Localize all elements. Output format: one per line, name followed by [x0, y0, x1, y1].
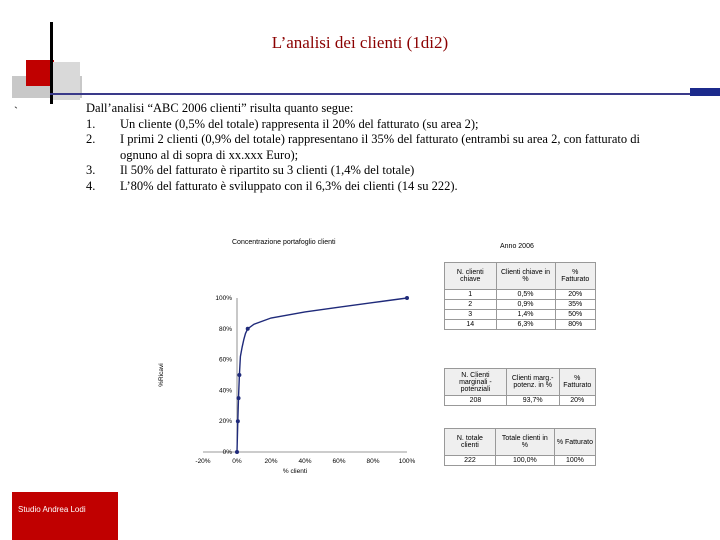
data-point — [237, 396, 241, 400]
table-row — [445, 456, 596, 466]
table-header: Totale clienti in % — [495, 429, 554, 456]
table-header-row — [445, 429, 596, 456]
marginal-clients-table — [444, 368, 596, 406]
key-clients-table — [444, 262, 596, 330]
table-header-row — [445, 263, 596, 290]
table-cell: 0,5% — [496, 290, 555, 300]
table-cell: 20% — [559, 396, 595, 406]
list-item-text: Il 50% del fatturato è ripartito su 3 clienti (1,4% del totale) — [120, 163, 415, 177]
table-row — [445, 290, 596, 300]
chart-svg — [155, 232, 425, 475]
x-axis-label: % clienti — [282, 468, 308, 475]
table-cell: 2 — [445, 300, 497, 310]
table-cell: 14 — [445, 320, 497, 330]
table-header: N. totale clienti — [445, 429, 496, 456]
table-header: % Fatturato — [554, 429, 595, 456]
list-item-number: 4. — [86, 178, 96, 193]
table-row — [445, 310, 596, 320]
y-tick-label: 0% — [222, 449, 232, 456]
table-header: Clienti marg.- potenz. in % — [506, 369, 559, 396]
x-tick-label: 40% — [298, 458, 312, 465]
footer-brand-text: Studio Andrea Lodi — [18, 505, 86, 514]
list-item-text: L’80% del fatturato è sviluppato con il 6,3% dei clienti (14 su 222). — [120, 178, 458, 193]
data-point — [246, 327, 250, 331]
concentration-chart — [155, 232, 425, 475]
table-header: N. Clienti marginali - potenziali — [445, 369, 507, 396]
y-tick-label: 60% — [218, 356, 232, 364]
series-line — [237, 298, 407, 452]
table-row — [445, 300, 596, 310]
decorative-horizontal-line — [50, 93, 720, 95]
table-cell: 100% — [554, 456, 595, 466]
x-tick-label: 20% — [264, 458, 278, 465]
table-cell: 50% — [555, 310, 596, 320]
table-header-row — [445, 369, 596, 396]
table-cell: 80% — [555, 320, 596, 330]
table-header: N. clienti chiave — [445, 263, 497, 290]
list-item-number: 3. — [86, 163, 96, 177]
x-tick-label: 0% — [232, 458, 242, 465]
x-tick-label: 80% — [366, 458, 380, 465]
data-point — [237, 373, 241, 377]
x-tick-label: -20% — [195, 458, 211, 465]
intro-text: Dall’analisi “ABC 2006 clienti” risulta quanto segue: — [86, 101, 354, 115]
table-cell: 100,0% — [495, 456, 554, 466]
table-cell: 1,4% — [496, 310, 555, 320]
list-item-text: I primi 2 clienti (0,9% del totale) rappresentano il 35% del fatturato (entrambi su area 2, con fatturato di ognuno al di sopra di xx.xxx Euro); — [120, 132, 640, 162]
chart-title: Concentrazione portafoglio clienti — [232, 239, 336, 246]
y-axis-label: %Ricavi — [158, 363, 165, 387]
data-point — [235, 450, 239, 454]
list-item — [86, 132, 646, 163]
table-cell: 208 — [445, 396, 507, 406]
table-cell: 93,7% — [506, 396, 559, 406]
list-item — [86, 179, 646, 195]
footer-brand-box — [12, 492, 118, 540]
x-tick-label: 100% — [398, 458, 416, 465]
list-item — [86, 117, 646, 133]
table-cell: 6,3% — [496, 320, 555, 330]
table-cell: 3 — [445, 310, 497, 320]
table-cell: 35% — [555, 300, 596, 310]
table-header: Clienti chiave in % — [496, 263, 555, 290]
table-cell: 1 — [445, 290, 497, 300]
y-tick-label: 80% — [218, 325, 232, 333]
list-item — [86, 163, 646, 179]
y-tick-label: 100% — [215, 295, 232, 302]
data-point — [236, 419, 240, 423]
list-item-text: Un cliente (0,5% del totale) rappresenta il 20% del fatturato (su area 2); — [120, 116, 479, 131]
findings-list — [86, 117, 646, 195]
table-header: % Fatturato — [559, 369, 595, 396]
table-header: % Fatturato — [555, 263, 596, 290]
total-clients-table — [444, 428, 596, 466]
table-row — [445, 396, 596, 406]
y-tick-label: 40% — [218, 387, 232, 395]
list-item-number: 1. — [86, 116, 96, 131]
data-point — [405, 296, 409, 300]
x-tick-label: 60% — [332, 458, 346, 465]
list-item-number: 2. — [86, 132, 96, 146]
decorative-blue-bar — [690, 88, 720, 96]
table-row — [445, 320, 596, 330]
bullet-mark: ` — [14, 104, 18, 118]
slide-title: L’analisi dei clienti (1di2) — [271, 33, 449, 52]
table-cell: 222 — [445, 456, 496, 466]
table-cell: 0,9% — [496, 300, 555, 310]
table-cell: 20% — [555, 290, 596, 300]
slide-body — [86, 101, 646, 194]
y-tick-label: 20% — [218, 418, 232, 426]
year-label: Anno 2006 — [500, 243, 534, 250]
